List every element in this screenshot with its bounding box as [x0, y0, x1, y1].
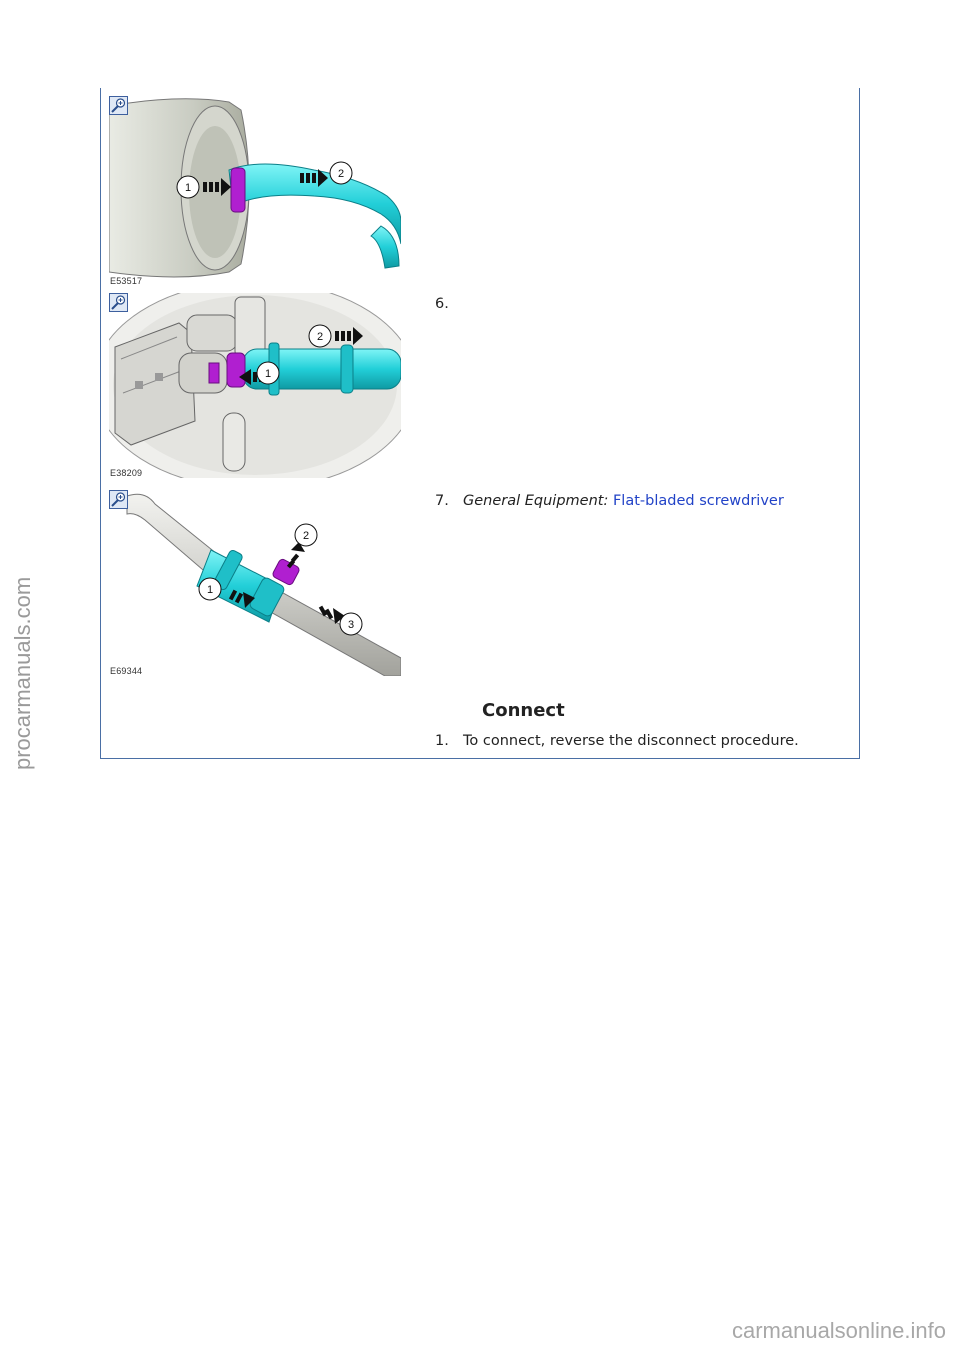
- callout-label: 3: [347, 619, 355, 631]
- step-7: [435, 493, 784, 509]
- zoom-in-icon[interactable]: [109, 293, 128, 312]
- zoom-in-icon[interactable]: [109, 490, 128, 509]
- step-number: 6.: [435, 296, 449, 312]
- zoom-in-icon[interactable]: [109, 96, 128, 115]
- callout-label: 2: [337, 168, 345, 180]
- equipment-label: General Equipment:: [463, 493, 609, 509]
- step-text: To connect, reverse the disconnect procedure.: [463, 733, 799, 749]
- callout-label: 2: [316, 331, 324, 343]
- connect-heading: Connect: [482, 700, 565, 721]
- callout-label: 1: [206, 584, 214, 596]
- procedure-frame: [100, 88, 860, 759]
- equipment-link[interactable]: Flat-bladed screwdriver: [612, 493, 784, 509]
- step-6: [435, 296, 463, 312]
- fuel-filter-illustration: [109, 96, 401, 286]
- figure-e53517: [109, 96, 401, 286]
- step-number: 1.: [435, 733, 449, 749]
- figure-code: E38209: [110, 468, 143, 478]
- watermark-carmanualsonline: carmanualsonline.info: [731, 1318, 946, 1343]
- watermark-procarmanuals: procarmanuals.com: [10, 576, 35, 770]
- callout-label: 1: [184, 182, 192, 194]
- figure-code: E53517: [110, 276, 143, 286]
- callout-label: 2: [302, 530, 310, 542]
- callout-label: 1: [264, 368, 272, 380]
- connect-step-1: [435, 733, 799, 749]
- fuel-line-illustration: [109, 490, 401, 676]
- figure-e38209: [109, 293, 401, 478]
- figure-e69344: [109, 490, 401, 676]
- figure-code: E69344: [110, 666, 143, 676]
- fuel-pump-module-illustration: [109, 293, 401, 478]
- step-number: 7.: [435, 493, 449, 509]
